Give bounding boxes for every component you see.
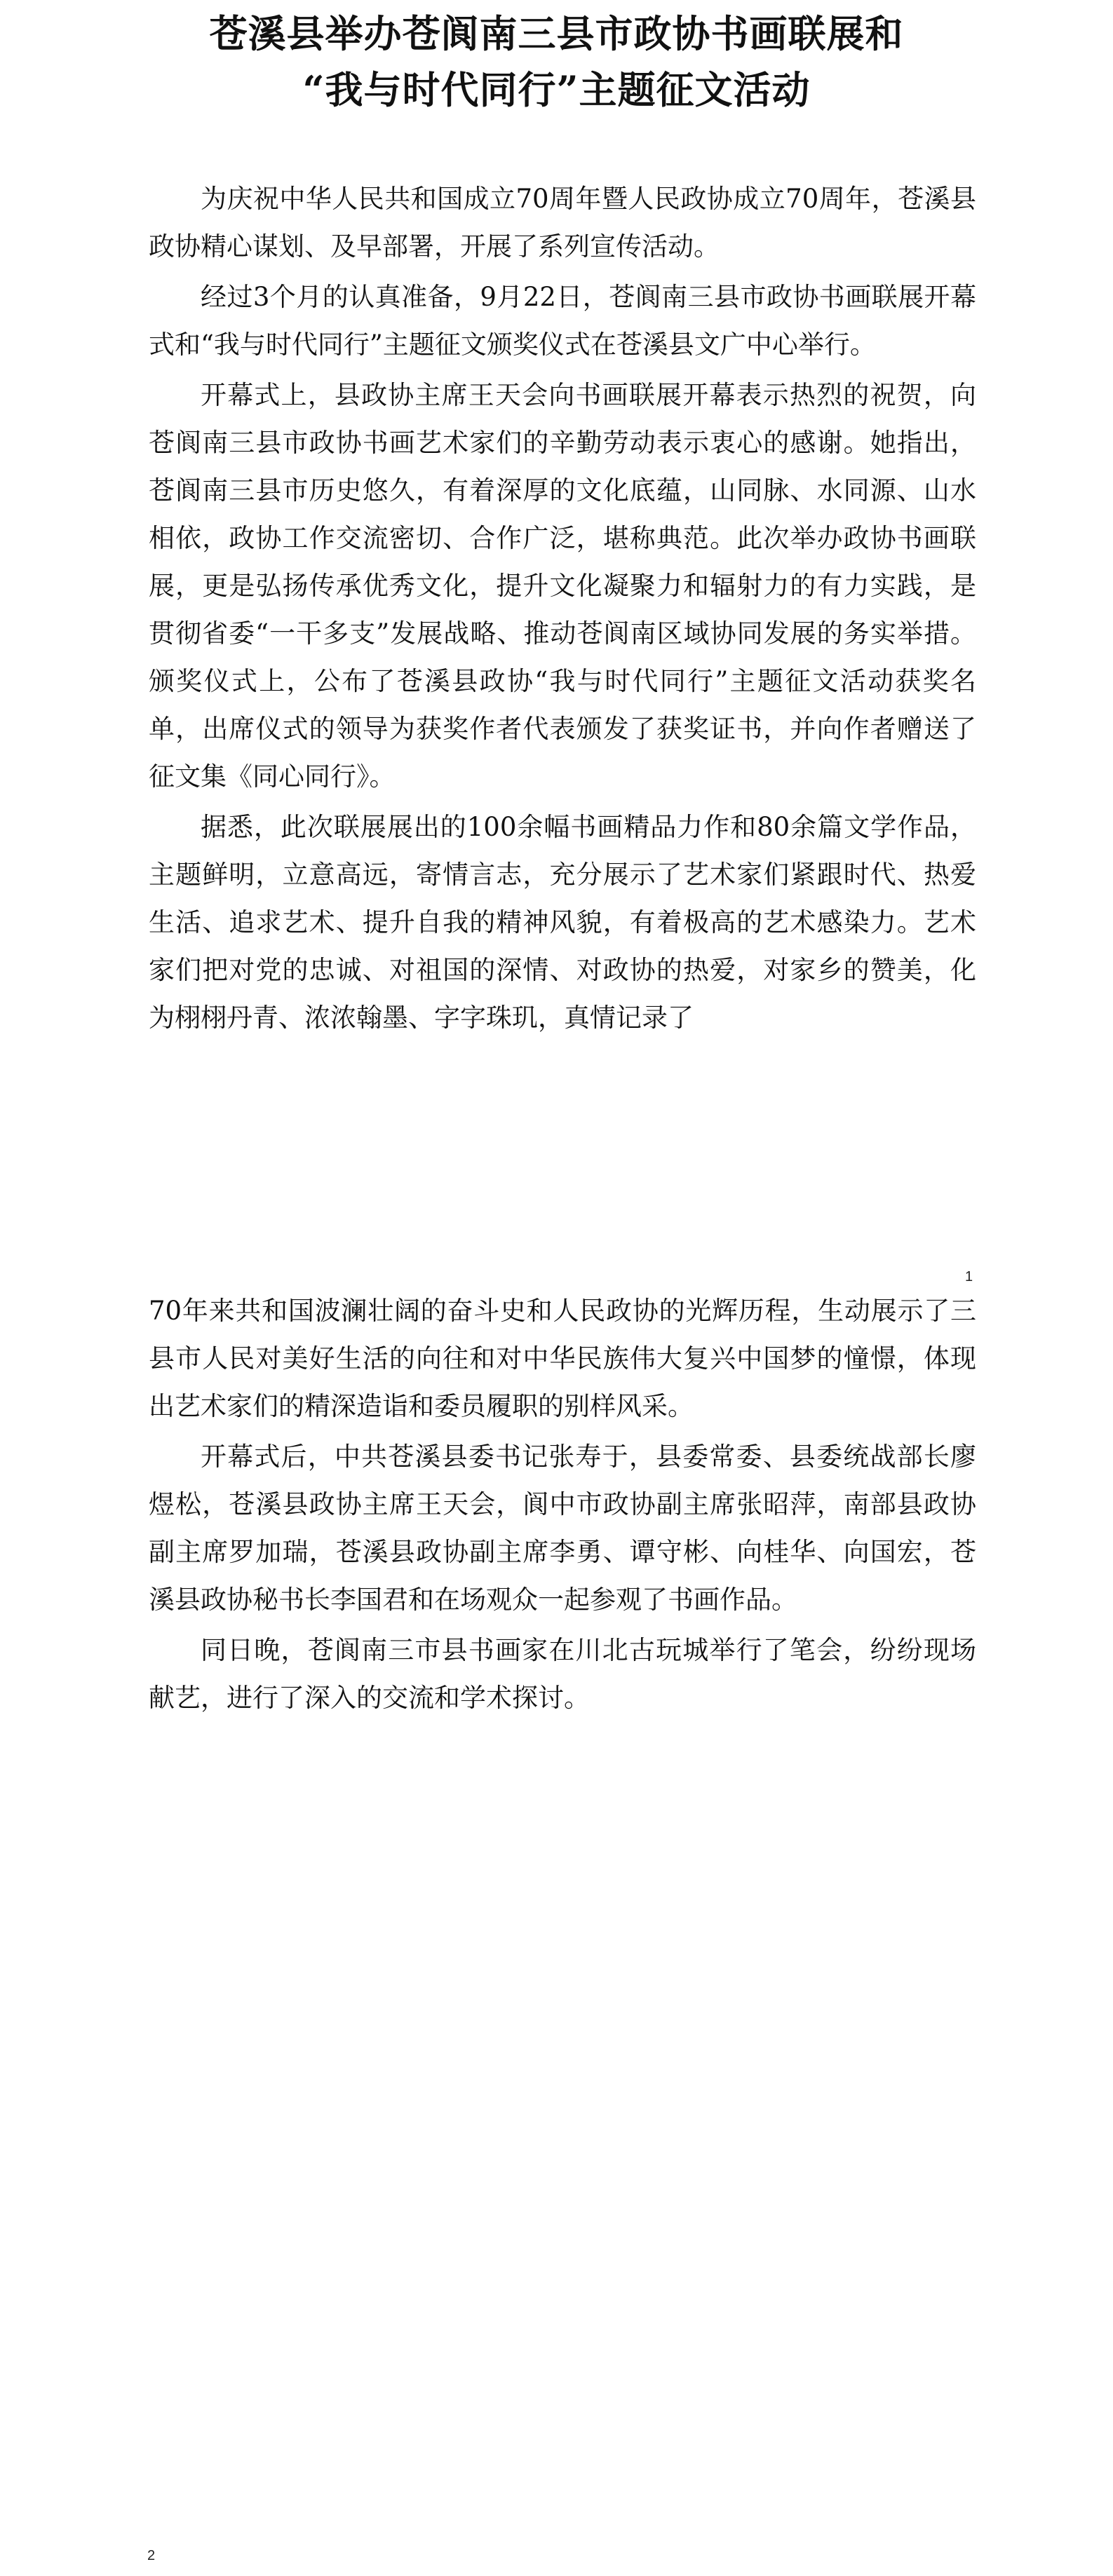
paragraph: 经过3个月的认真准备，9月22日，苍阆南三县市政协书画联展开幕式和“我与时代同行”主题征文颁奖仪式在苍溪县文广中心举行。 [149, 282, 976, 360]
page-1-body [149, 175, 976, 1045]
page-number: 2 [147, 2548, 156, 2563]
document-title [105, 6, 1008, 118]
paragraph: 同日晚，苍阆南三市县书画家在川北古玩城举行了笔会，纷纷现场献艺，进行了深入的交流和学术探讨。 [149, 1635, 976, 1713]
page-2-body [149, 1287, 976, 1725]
title-line-2: “我与时代同行”主题征文活动 [302, 67, 811, 112]
paragraph: 开幕式上，县政协主席王天会向书画联展开幕表示热烈的祝贺，向苍阆南三县市政协书画艺术家们的辛勤劳动表示衷心的感谢。她指出，苍阆南三县市历史悠久，有着深厚的文化底蕴，山同脉、水同源、山水相依，政协工作交流密切、合作广泛，堪称典范。此次举办政协书画联展，更是弘扬传承优秀文化，提升文化凝聚力和辐射力的有力实践，是贯彻省委“一干多支”发展战略、推动苍阆南区域协同发展的务实举措。颁奖仪式上，公布了苍溪县政协“我与时代同行”主题征文活动获奖名单，出席仪式的领导为获奖作者代表颁发了获奖证书，并向作者赠送了征文集《同心同行》。 [149, 380, 976, 792]
paragraph: 开幕式后，中共苍溪县委书记张寿于，县委常委、县委统战部长廖煜松，苍溪县政协主席王天会，阆中市政协副主席张昭萍，南部县政协副主席罗加瑞，苍溪县政协副主席李勇、谭守彬、向桂华、向国宏，苍溪县政协秘书长李国君和在场观众一起参观了书画作品。 [149, 1442, 976, 1615]
page-number: 1 [965, 1269, 973, 1284]
paragraph: 据悉，此次联展展出的100余幅书画精品力作和80余篇文学作品，主题鲜明，立意高远，寄情言志，充分展示了艺术家们紧跟时代、热爱生活、追求艺术、提升自我的精神风貌，有着极高的艺术感染力。艺术家们把对党的忠诚、对祖国的深情、对政协的热爱，对家乡的赞美，化为栩栩丹青、浓浓翰墨、字字珠玑，真情记录了 [149, 812, 976, 1033]
paragraph: 为庆祝中华人民共和国成立70周年暨人民政协成立70周年，苍溪县政协精心谋划、及早部署，开展了系列宣传活动。 [149, 184, 976, 262]
title-line-1: 苍溪县举办苍阆南三县市政协书画联展和 [209, 11, 904, 56]
paragraph-continuation: 70年来共和国波澜壮阔的奋斗史和人民政协的光辉历程，生动展示了三县市人民对美好生活的向往和对中华民族伟大复兴中国梦的憧憬，体现出艺术家们的精深造诣和委员履职的别样风采。 [149, 1296, 976, 1421]
document-page-1 [0, 0, 1113, 1287]
document-page-2 [0, 1287, 1113, 2576]
